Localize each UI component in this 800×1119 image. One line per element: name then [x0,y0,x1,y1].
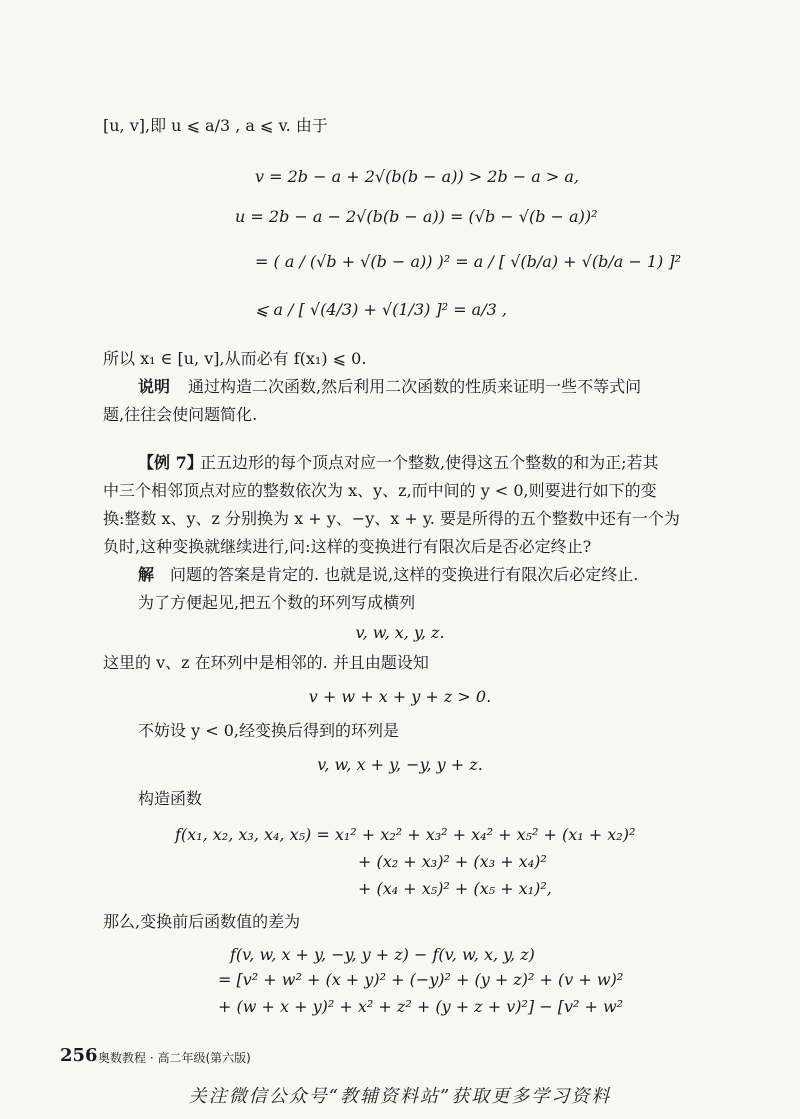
equation-u-step3: ⩽ a / [ √(4/3) + √(1/3) ]² = a/3 , [255,300,507,319]
solution-label: 解 [138,565,155,584]
equation-function-cont: + (x₂ + x₃)² + (x₃ + x₄)² [358,852,547,871]
equation-u-step2: = ( a / (√b + √(b − a)) )² = a / [ √(b/a) + √(b/a − 1) ]² [255,252,681,271]
watermark-text: 关注微信公众号“教辅资料站”获取更多学习资料 [188,1086,612,1107]
equation-difference: f(v, w, x + y, −y, y + z) − f(v, w, x, y, z) [230,945,535,964]
equation-function-cont: + (x₄ + x₅)² + (x₅ + x₁)², [358,879,552,898]
text-line: 这里的 v、z 在环列中是相邻的. 并且由题设知 [103,653,429,672]
text-line: [u, v],即 u ⩽ a/3 , a ⩽ v. 由于 [103,116,328,135]
text-line: 所以 x₁ ∈ [u, v],从而必有 f(x₁) ⩽ 0. [103,349,367,368]
text-line: 正五边形的每个顶点对应一个整数,使得这五个整数的和为正;若其 [200,453,659,472]
text-line: 中三个相邻顶点对应的整数依次为 x、y、z,而中间的 y < 0,则要进行如下的变 [103,481,657,500]
text-line: 不妨设 y < 0,经变换后得到的环列是 [138,721,399,740]
text-line: 通过构造二次函数,然后利用二次函数的性质来证明一些不等式问 [188,377,642,396]
example-label: 【例 7】 [138,453,203,472]
note-label: 说明 [138,377,171,396]
text-line: 负时,这种变换就继续进行,问:这样的变换进行有限次后是否必定终止? [103,537,592,556]
equation-sequence: v, w, x, y, z. [355,623,445,642]
equation-difference-cont: + (w + x + y)² + x² + z² + (y + z + v)²] − [v² + w² [218,997,624,1016]
text-line: 构造函数 [138,789,203,808]
text-line: 问题的答案是肯定的. 也就是说,这样的变换进行有限次后必定终止. [170,565,639,584]
book-title: 奥数教程 · 高二年级(第六版) [98,1051,251,1065]
page-number: 256 [60,1045,98,1066]
text-line: 题,往往会使问题简化. [103,405,258,424]
equation-difference-cont: = [v² + w² + (x + y)² + (−y)² + (y + z)² + (v + w)² [218,970,624,989]
equation-function: f(x₁, x₂, x₃, x₄, x₅) = x₁² + x₂² + x₃² + x₄² + x₅² + (x₁ + x₂)² [175,825,636,844]
text-line: 那么,变换前后函数值的差为 [103,912,301,931]
equation-v: v = 2b − a + 2√(b(b − a)) > 2b − a > a, [255,167,579,186]
equation-new-sequence: v, w, x + y, −y, y + z. [317,755,483,774]
equation-u: u = 2b − a − 2√(b(b − a)) = (√b − √(b − a))² [235,207,598,226]
text-line: 换:整数 x、y、z 分别换为 x + y、−y、x + y. 要是所得的五个整数中还有一个为 [103,509,680,528]
equation-sum: v + w + x + y + z > 0. [308,687,492,706]
text-line: 为了方便起见,把五个数的环列写成横列 [138,593,416,612]
